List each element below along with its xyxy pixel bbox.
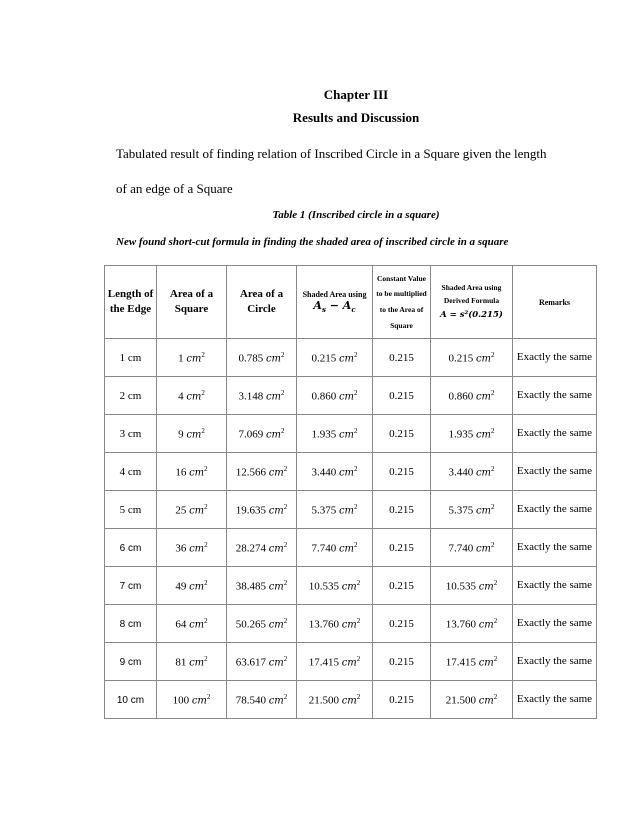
circle-area-value: 78.540 [235, 694, 266, 707]
length-value: 7 cm [119, 580, 142, 592]
cell-square-area: 9 $cm^2$ [157, 415, 227, 453]
square-area-value: 49 [175, 580, 187, 593]
cell-square-area: 49 $cm^2$ [157, 567, 227, 605]
constant-value: 0.215 [389, 655, 414, 668]
unit: cm [186, 353, 202, 365]
cell-shaded-area: 21.500 $cm^2$ [297, 681, 373, 719]
cell-derived-area: 7.740 $cm^2$ [431, 529, 513, 567]
constant-value: 0.215 [389, 389, 414, 402]
constant-value: 0.215 [389, 503, 414, 516]
derived-area-value: 13.760 [445, 618, 476, 631]
unit: cm [341, 619, 357, 631]
square-area-value: 36 [175, 542, 187, 555]
cell-remark [513, 453, 597, 491]
cell-derived-area: 17.415 $cm^2$ [431, 643, 513, 681]
paragraph-line-2: of an edge of a Square [116, 181, 233, 196]
cell-shaded-area: 5.375 $cm^2$ [297, 491, 373, 529]
unit: cm [338, 505, 355, 517]
cell-circle-area: 12.566 $cm^2$ [227, 453, 297, 491]
cell-length [105, 567, 157, 605]
cell-remark [513, 529, 597, 567]
section-title: Results and Discussion [292, 110, 420, 125]
table-subcaption: New found short-cut formula in finding the shaded area of inscribed circle in a square [116, 236, 509, 248]
cell-constant [373, 453, 431, 491]
shaded-area-value: 7.740 [311, 542, 337, 555]
unit: cm [189, 581, 205, 593]
cell-constant [373, 377, 431, 415]
cell-square-area: 100 $cm^2$ [157, 681, 227, 719]
cell-circle-area: 7.069 $cm^2$ [227, 415, 297, 453]
cell-circle-area: 78.540 $cm^2$ [227, 681, 297, 719]
cell-length [105, 529, 157, 567]
shaded-area-value: 21.500 [308, 694, 339, 707]
cell-circle-area: 0.785 $cm^2$ [227, 339, 297, 377]
table-row [105, 415, 597, 453]
cell-remark [513, 415, 597, 453]
unit: cm [189, 467, 205, 479]
cell-square-area: 1 $cm^2$ [157, 339, 227, 377]
circle-area-value: 3.148 [238, 390, 264, 403]
cell-circle-area: 50.265 $cm^2$ [227, 605, 297, 643]
table-row [105, 339, 597, 377]
length-value: 8 cm [119, 618, 142, 630]
cell-circle-area: 38.485 $cm^2$ [227, 567, 297, 605]
paragraph-line-1: Tabulated result of finding relation of Inscribed Circle in a Square given the length [116, 146, 547, 161]
circle-area-value: 19.635 [235, 504, 266, 517]
unit: cm [268, 543, 284, 555]
cell-square-area: 64 $cm^2$ [157, 605, 227, 643]
unit: cm [268, 657, 284, 669]
header-shaded-area [297, 266, 373, 339]
table-row [105, 377, 597, 415]
circle-area-value: 12.566 [235, 466, 266, 479]
table-caption: Table 1 (Inscribed circle in a square) [272, 209, 440, 221]
unit: cm [475, 391, 492, 403]
length-value: 6 cm [119, 542, 142, 554]
square-area-value: 1 [178, 352, 184, 365]
cell-constant [373, 339, 431, 377]
cell-remark [513, 643, 597, 681]
cell-circle-area: 3.148 $cm^2$ [227, 377, 297, 415]
cell-length [105, 605, 157, 643]
unit: cm [475, 505, 492, 517]
unit: cm [338, 429, 355, 441]
unit: cm [268, 505, 284, 517]
results-table [104, 265, 597, 719]
derived-area-value: 7.740 [448, 542, 474, 555]
shaded-area-value: 3.440 [311, 466, 337, 479]
cell-derived-area: 13.760 $cm^2$ [431, 605, 513, 643]
shaded-area-value: 10.535 [308, 580, 339, 593]
unit: cm [191, 695, 207, 707]
cell-constant [373, 681, 431, 719]
cell-constant [373, 567, 431, 605]
cell-remark [513, 567, 597, 605]
unit: cm [268, 619, 284, 631]
cell-remark [513, 377, 597, 415]
shaded-area-value: 5.375 [311, 504, 337, 517]
remark-value: Exactly the same [516, 654, 593, 667]
shaded-area-value: 0.215 [311, 352, 337, 365]
remark-value: Exactly the same [516, 540, 593, 553]
table-row [105, 491, 597, 529]
table-row [105, 643, 597, 681]
unit: cm [189, 543, 205, 555]
unit: cm [475, 543, 492, 555]
unit: cm [338, 353, 355, 365]
cell-square-area: 25 $cm^2$ [157, 491, 227, 529]
cell-length [105, 453, 157, 491]
cell-constant [373, 491, 431, 529]
cell-remark [513, 681, 597, 719]
unit: cm [341, 657, 357, 669]
cell-derived-area: 5.375 $cm^2$ [431, 491, 513, 529]
unit: cm [341, 695, 357, 707]
circle-area-value: 28.274 [235, 542, 266, 555]
cell-circle-area: 28.274 $cm^2$ [227, 529, 297, 567]
cell-constant [373, 529, 431, 567]
cell-square-area: 16 $cm^2$ [157, 453, 227, 491]
header-derived [431, 266, 513, 339]
derived-area-value: 17.415 [445, 656, 476, 669]
square-area-value: 100 [172, 694, 190, 707]
remark-value: Exactly the same [516, 388, 593, 401]
chapter-title: Chapter III [323, 87, 389, 102]
circle-area-value: 7.069 [238, 428, 264, 441]
constant-value: 0.215 [389, 465, 414, 478]
cell-square-area: 36 $cm^2$ [157, 529, 227, 567]
unit: cm [268, 695, 284, 707]
cell-length [105, 377, 157, 415]
derived-area-value: 10.535 [445, 580, 476, 593]
table-header-row [105, 266, 597, 339]
shaded-area-value: 13.760 [308, 618, 339, 631]
unit: cm [189, 619, 205, 631]
length-value: 3 cm [119, 427, 142, 440]
derived-area-value: 0.860 [448, 390, 474, 403]
length-value: 1 cm [119, 351, 142, 364]
header-remarks: Remarks [513, 266, 597, 339]
cell-constant [373, 415, 431, 453]
remark-value: Exactly the same [516, 350, 593, 363]
derived-area-value: 5.375 [448, 504, 474, 517]
unit: cm [268, 581, 284, 593]
unit: cm [265, 391, 282, 403]
unit: cm [265, 353, 282, 365]
cell-length [105, 491, 157, 529]
unit: cm [478, 581, 494, 593]
unit: cm [268, 467, 284, 479]
length-value: 10 cm [116, 694, 145, 706]
derived-area-value: 0.215 [448, 352, 474, 365]
cell-circle-area: 63.617 $cm^2$ [227, 643, 297, 681]
constant-value: 0.215 [389, 693, 414, 706]
remark-value: Exactly the same [516, 464, 593, 477]
cell-shaded-area: 1.935 $cm^2$ [297, 415, 373, 453]
header-shaded-formula: $A_s - A_c$ [313, 298, 356, 315]
shaded-area-value: 0.860 [311, 390, 337, 403]
derived-area-value: 21.500 [445, 694, 476, 707]
unit: cm [189, 505, 205, 517]
square-area-value: 16 [175, 466, 187, 479]
length-value: 9 cm [119, 656, 142, 668]
unit: cm [189, 657, 205, 669]
derived-area-value: 1.935 [448, 428, 474, 441]
constant-value: 0.215 [389, 351, 414, 364]
cell-length [105, 339, 157, 377]
square-area-value: 25 [175, 504, 187, 517]
cell-derived-area: 3.440 $cm^2$ [431, 453, 513, 491]
shaded-area-value: 1.935 [311, 428, 337, 441]
cell-shaded-area: 10.535 $cm^2$ [297, 567, 373, 605]
header-constant: Constant Value to be multiplied to the Area of Square [373, 266, 431, 339]
unit: cm [338, 543, 355, 555]
cell-derived-area: 1.935 $cm^2$ [431, 415, 513, 453]
cell-derived-area: 10.535 $cm^2$ [431, 567, 513, 605]
length-value: 4 cm [119, 465, 142, 478]
cell-square-area: 4 $cm^2$ [157, 377, 227, 415]
square-area-value: 9 [178, 428, 184, 441]
cell-shaded-area: 7.740 $cm^2$ [297, 529, 373, 567]
table-row [105, 453, 597, 491]
table-row [105, 529, 597, 567]
constant-value: 0.215 [389, 617, 414, 630]
header-circle-area: Area of a Circle [227, 266, 297, 339]
cell-length [105, 643, 157, 681]
unit: cm [475, 429, 492, 441]
cell-shaded-area: 13.760 $cm^2$ [297, 605, 373, 643]
unit: cm [478, 619, 494, 631]
remark-value: Exactly the same [516, 692, 593, 705]
unit: cm [478, 695, 494, 707]
derived-area-value: 3.440 [448, 466, 474, 479]
table-row [105, 681, 597, 719]
header-shaded-label: Shaded Area using [302, 289, 367, 299]
header-derived-label: Shaded Area using Derived Formula [441, 283, 502, 305]
remark-value: Exactly the same [516, 502, 593, 515]
cell-length [105, 681, 157, 719]
cell-derived-area: 21.500 $cm^2$ [431, 681, 513, 719]
circle-area-value: 0.785 [238, 352, 264, 365]
cell-remark [513, 605, 597, 643]
square-area-value: 81 [175, 656, 187, 669]
unit: cm [186, 391, 202, 403]
unit: cm [338, 467, 355, 479]
unit: cm [475, 467, 492, 479]
remark-value: Exactly the same [516, 426, 593, 439]
constant-value: 0.215 [389, 579, 414, 592]
unit: cm [478, 657, 494, 669]
header-length: Length of the Edge [105, 266, 157, 339]
circle-area-value: 50.265 [235, 618, 266, 631]
cell-shaded-area: 17.415 $cm^2$ [297, 643, 373, 681]
cell-constant [373, 643, 431, 681]
unit: cm [265, 429, 282, 441]
unit: cm [186, 429, 202, 441]
unit: cm [341, 581, 357, 593]
cell-remark [513, 339, 597, 377]
cell-shaded-area: 0.860 $cm^2$ [297, 377, 373, 415]
length-value: 2 cm [119, 389, 142, 402]
table-row [105, 567, 597, 605]
cell-square-area: 81 $cm^2$ [157, 643, 227, 681]
circle-area-value: 38.485 [235, 580, 266, 593]
cell-remark [513, 491, 597, 529]
unit: cm [338, 391, 355, 403]
header-derived-formula: A = s²(0.215) [440, 309, 503, 320]
cell-circle-area: 19.635 $cm^2$ [227, 491, 297, 529]
cell-derived-area: 0.860 $cm^2$ [431, 377, 513, 415]
unit: cm [475, 353, 492, 365]
length-value: 5 cm [119, 503, 142, 516]
header-square-area: Area of a Square [157, 266, 227, 339]
constant-value: 0.215 [389, 541, 414, 554]
remark-value: Exactly the same [516, 578, 593, 591]
square-area-value: 4 [178, 390, 184, 403]
remark-value: Exactly the same [516, 616, 593, 629]
cell-shaded-area: 0.215 $cm^2$ [297, 339, 373, 377]
circle-area-value: 63.617 [235, 656, 266, 669]
cell-shaded-area: 3.440 $cm^2$ [297, 453, 373, 491]
cell-derived-area: 0.215 $cm^2$ [431, 339, 513, 377]
constant-value: 0.215 [389, 427, 414, 440]
square-area-value: 64 [175, 618, 187, 631]
shaded-area-value: 17.415 [308, 656, 339, 669]
table-body [105, 339, 597, 719]
table-row [105, 605, 597, 643]
cell-constant [373, 605, 431, 643]
cell-length [105, 415, 157, 453]
